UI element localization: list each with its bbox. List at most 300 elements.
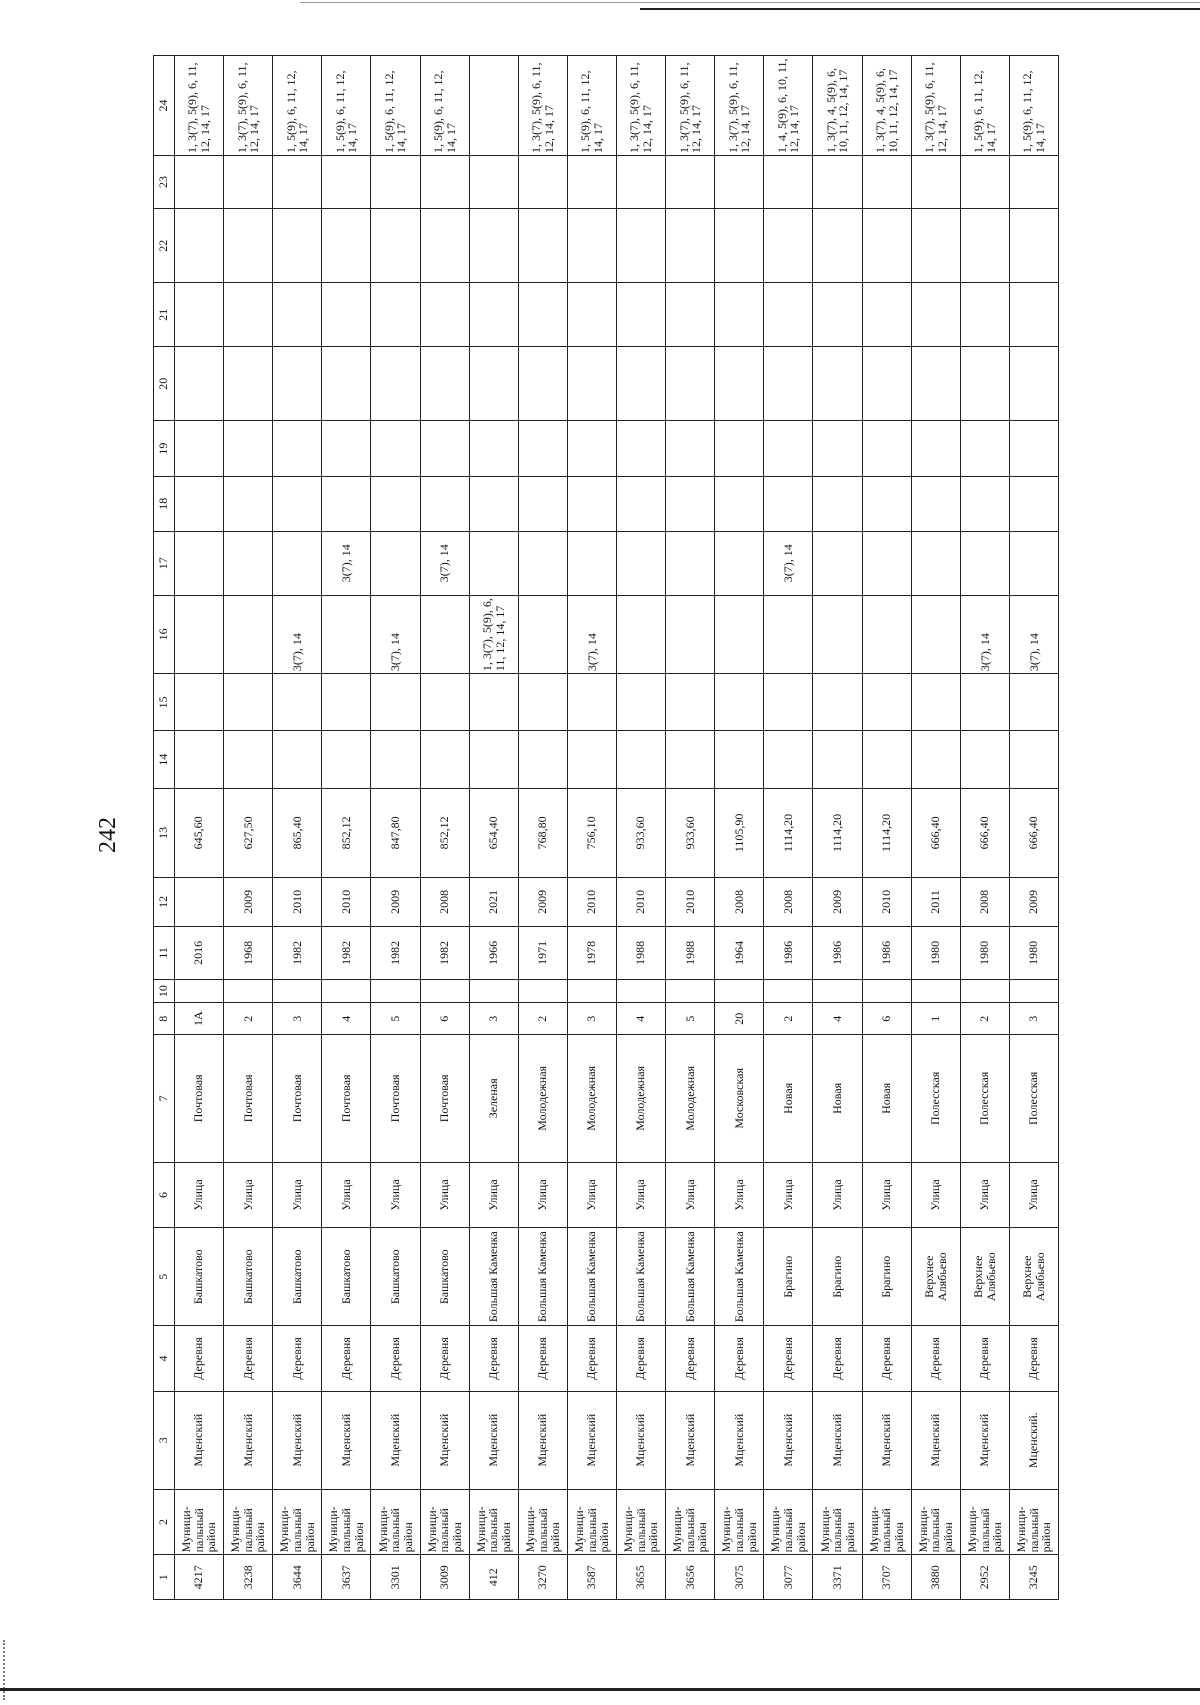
- table-cell: [715, 283, 764, 347]
- table-cell: Улица: [813, 1162, 862, 1228]
- table-cell: 1986: [862, 926, 911, 979]
- table-row: [616, 56, 665, 1600]
- table-cell: [567, 674, 616, 731]
- table-cell: Московская: [715, 1035, 764, 1162]
- table-cell: Деревня: [175, 1326, 224, 1392]
- table-cell: [175, 979, 224, 1002]
- table-cell: Муници-пальный район: [224, 1489, 273, 1555]
- table-cell: [175, 421, 224, 476]
- table-cell: 3(7), 14: [420, 531, 469, 595]
- table-cell: [862, 347, 911, 421]
- column-header: 8: [154, 1003, 175, 1035]
- table-cell: Большая Каменка: [715, 1228, 764, 1326]
- table-cell: 1, 3(7), 5(9), 6, 11, 12, 14, 17: [911, 56, 960, 156]
- table-cell: [764, 476, 813, 531]
- table-cell: [764, 674, 813, 731]
- table-cell: [371, 347, 420, 421]
- table-cell: [715, 421, 764, 476]
- table-cell: Муници-пальный район: [911, 1489, 960, 1555]
- table-cell: [224, 209, 273, 283]
- table-cell: [567, 476, 616, 531]
- table-row: [1009, 56, 1058, 1600]
- table-cell: [764, 421, 813, 476]
- table-cell: [224, 731, 273, 788]
- table-cell: [616, 283, 665, 347]
- table-cell: [567, 209, 616, 283]
- table-cell: [224, 283, 273, 347]
- table-cell: [911, 979, 960, 1002]
- table-cell: [715, 674, 764, 731]
- table-cell: 1, 3(7), 4, 5(9), 6, 10, 11, 12, 14, 17: [862, 56, 911, 156]
- table-cell: 645,60: [175, 788, 224, 877]
- table-cell: Муници-пальный район: [764, 1489, 813, 1555]
- table-cell: [1009, 476, 1058, 531]
- table-cell: Молодежная: [616, 1035, 665, 1162]
- table-cell: 5: [371, 1003, 420, 1035]
- table-cell: [616, 674, 665, 731]
- table-cell: [1009, 421, 1058, 476]
- table-cell: Большая Каменка: [567, 1228, 616, 1326]
- table-cell: Брагино: [764, 1228, 813, 1326]
- table-cell: [960, 283, 1009, 347]
- table-row: [420, 56, 469, 1600]
- table-cell: [273, 979, 322, 1002]
- table-row: [911, 56, 960, 1600]
- table-cell: Деревня: [322, 1326, 371, 1392]
- table-cell: 768,80: [518, 788, 567, 877]
- table-cell: [1009, 979, 1058, 1002]
- table-cell: Деревня: [420, 1326, 469, 1392]
- table-cell: [616, 209, 665, 283]
- table-cell: [862, 731, 911, 788]
- table-cell: [518, 531, 567, 595]
- table-cell: [862, 156, 911, 209]
- table-cell: 933,60: [616, 788, 665, 877]
- table-cell: [715, 209, 764, 283]
- table-cell: [175, 347, 224, 421]
- table-cell: [469, 156, 518, 209]
- table-cell: Брагино: [813, 1228, 862, 1326]
- table-cell: 2008: [764, 877, 813, 926]
- table-cell: [862, 476, 911, 531]
- table-cell: Мценский.: [1009, 1391, 1058, 1489]
- table-cell: 1114,20: [813, 788, 862, 877]
- table-cell: 3(7), 14: [322, 531, 371, 595]
- table-cell: Молодежная: [567, 1035, 616, 1162]
- table-cell: 2: [960, 1003, 1009, 1035]
- table-cell: [518, 421, 567, 476]
- table-cell: [322, 347, 371, 421]
- table-cell: [1009, 156, 1058, 209]
- table-cell: [862, 979, 911, 1002]
- table-cell: 3: [567, 1003, 616, 1035]
- table-cell: [911, 347, 960, 421]
- table-cell: Верхнее Алябьево: [911, 1228, 960, 1326]
- table-cell: 1114,20: [764, 788, 813, 877]
- table-cell: 2010: [273, 877, 322, 926]
- table-cell: [420, 476, 469, 531]
- table-row: [273, 56, 322, 1600]
- table-cell: [273, 209, 322, 283]
- table-cell: [715, 476, 764, 531]
- table-cell: 3(7), 14: [960, 595, 1009, 674]
- table-cell: [469, 531, 518, 595]
- table-row: [960, 56, 1009, 1600]
- table-cell: Большая Каменка: [616, 1228, 665, 1326]
- table-cell: 1982: [273, 926, 322, 979]
- table-cell: Брагино: [862, 1228, 911, 1326]
- table-cell: [715, 595, 764, 674]
- table-cell: [224, 347, 273, 421]
- table-cell: [420, 209, 469, 283]
- table-cell: 3707: [862, 1555, 911, 1600]
- table-cell: 2008: [715, 877, 764, 926]
- table-cell: 3: [469, 1003, 518, 1035]
- table-cell: 3: [1009, 1003, 1058, 1035]
- table-cell: Муници-пальный район: [813, 1489, 862, 1555]
- table-cell: Почтовая: [371, 1035, 420, 1162]
- table-cell: [273, 731, 322, 788]
- table-cell: 1982: [420, 926, 469, 979]
- table-cell: 933,60: [666, 788, 715, 877]
- table-cell: Башкатово: [273, 1228, 322, 1326]
- table-cell: [764, 979, 813, 1002]
- table-cell: [273, 347, 322, 421]
- table-cell: 852,12: [322, 788, 371, 877]
- table-cell: [911, 674, 960, 731]
- table-cell: Мценский: [175, 1391, 224, 1489]
- table-cell: Улица: [175, 1162, 224, 1228]
- table-cell: 2: [224, 1003, 273, 1035]
- table-cell: Молодежная: [518, 1035, 567, 1162]
- table-cell: [715, 347, 764, 421]
- table-cell: 3644: [273, 1555, 322, 1600]
- table-cell: Улица: [469, 1162, 518, 1228]
- table-cell: 2010: [666, 877, 715, 926]
- table-cell: 1971: [518, 926, 567, 979]
- table-cell: [175, 209, 224, 283]
- table-cell: [420, 283, 469, 347]
- column-header: 12: [154, 877, 175, 926]
- table-cell: [224, 674, 273, 731]
- table-cell: 2016: [175, 926, 224, 979]
- table-cell: [322, 421, 371, 476]
- table-cell: [1009, 209, 1058, 283]
- table-cell: 3238: [224, 1555, 273, 1600]
- table-cell: [666, 156, 715, 209]
- table-cell: 1, 5(9), 6, 11, 12, 14, 17: [371, 56, 420, 156]
- table-cell: [518, 595, 567, 674]
- table-cell: [175, 531, 224, 595]
- table-cell: [469, 421, 518, 476]
- table-cell: [371, 209, 420, 283]
- table-cell: 3009: [420, 1555, 469, 1600]
- table-cell: 3880: [911, 1555, 960, 1600]
- table-cell: [175, 877, 224, 926]
- table-cell: 1114,20: [862, 788, 911, 877]
- table-cell: [715, 156, 764, 209]
- table-cell: 1980: [1009, 926, 1058, 979]
- table-cell: 1968: [224, 926, 273, 979]
- table-cell: Деревня: [224, 1326, 273, 1392]
- table-cell: [960, 156, 1009, 209]
- table-cell: 2010: [616, 877, 665, 926]
- table-cell: Мценский: [666, 1391, 715, 1489]
- table-cell: [764, 595, 813, 674]
- table-cell: [322, 595, 371, 674]
- table-cell: Улица: [371, 1162, 420, 1228]
- table-cell: [813, 421, 862, 476]
- table-cell: [469, 56, 518, 156]
- table-cell: [371, 156, 420, 209]
- table-cell: 2009: [371, 877, 420, 926]
- table-cell: 4: [813, 1003, 862, 1035]
- table-cell: 4: [616, 1003, 665, 1035]
- table-cell: [666, 209, 715, 283]
- table-cell: Почтовая: [420, 1035, 469, 1162]
- table-cell: [322, 283, 371, 347]
- table-cell: Деревня: [764, 1326, 813, 1392]
- table-cell: [273, 674, 322, 731]
- table-cell: [567, 421, 616, 476]
- table-cell: 4: [322, 1003, 371, 1035]
- table-cell: 2009: [1009, 877, 1058, 926]
- table-cell: Мценский: [911, 1391, 960, 1489]
- table-cell: [862, 209, 911, 283]
- table-cell: 1988: [666, 926, 715, 979]
- table-cell: 3(7), 14: [371, 595, 420, 674]
- table-cell: 3(7), 14: [1009, 595, 1058, 674]
- table-cell: [273, 283, 322, 347]
- table-cell: Улица: [764, 1162, 813, 1228]
- table-cell: [322, 156, 371, 209]
- table-cell: 3371: [813, 1555, 862, 1600]
- table-cell: 1, 3(7), 5(9), 6, 11, 12, 14, 17: [175, 56, 224, 156]
- table-cell: 666,40: [911, 788, 960, 877]
- table-cell: Новая: [813, 1035, 862, 1162]
- column-header: 2: [154, 1489, 175, 1555]
- table-cell: Мценский: [420, 1391, 469, 1489]
- table-cell: 1964: [715, 926, 764, 979]
- table-cell: 1, 5(9), 6, 11, 12, 14, 17: [273, 56, 322, 156]
- table-cell: 6: [420, 1003, 469, 1035]
- table-cell: [666, 979, 715, 1002]
- table-cell: [813, 476, 862, 531]
- table-cell: [567, 283, 616, 347]
- table-cell: Почтовая: [322, 1035, 371, 1162]
- table-cell: [911, 156, 960, 209]
- table-cell: Деревня: [371, 1326, 420, 1392]
- table-cell: [960, 421, 1009, 476]
- table-cell: 666,40: [1009, 788, 1058, 877]
- table-cell: Муници-пальный район: [715, 1489, 764, 1555]
- table-cell: [1009, 674, 1058, 731]
- column-header: 7: [154, 1035, 175, 1162]
- table-cell: Деревня: [911, 1326, 960, 1392]
- table-cell: [715, 531, 764, 595]
- table-cell: [322, 476, 371, 531]
- table-cell: [420, 595, 469, 674]
- table-cell: [420, 156, 469, 209]
- table-cell: [960, 347, 1009, 421]
- table-cell: Улица: [666, 1162, 715, 1228]
- table-cell: [666, 531, 715, 595]
- column-header: 14: [154, 731, 175, 788]
- table-cell: [420, 731, 469, 788]
- table-cell: Мценский: [518, 1391, 567, 1489]
- table-cell: [469, 674, 518, 731]
- table-cell: [518, 209, 567, 283]
- table-cell: [960, 979, 1009, 1002]
- table-cell: Улица: [273, 1162, 322, 1228]
- table-cell: 3077: [764, 1555, 813, 1600]
- housing-registry-table: [153, 55, 1059, 1600]
- table-cell: [813, 347, 862, 421]
- table-cell: Башкатово: [224, 1228, 273, 1326]
- table-cell: Верхнее Алябьево: [960, 1228, 1009, 1326]
- table-cell: 1, 3(7), 5(9), 6, 11, 12, 14, 17: [666, 56, 715, 156]
- table-cell: 1980: [960, 926, 1009, 979]
- column-header: 17: [154, 531, 175, 595]
- table-cell: [960, 531, 1009, 595]
- table-cell: [813, 531, 862, 595]
- table-cell: Улица: [715, 1162, 764, 1228]
- table-cell: 1, 3(7), 5(9), 6, 11, 12, 14, 17: [518, 56, 567, 156]
- table-cell: Полесская: [960, 1035, 1009, 1162]
- table-cell: [1009, 347, 1058, 421]
- table-cell: 1, 5(9), 6, 11, 12, 14, 17: [567, 56, 616, 156]
- table-cell: [616, 347, 665, 421]
- table-cell: 2952: [960, 1555, 1009, 1600]
- table-cell: 2010: [322, 877, 371, 926]
- table-cell: 1, 3(7), 5(9), 6, 11, 12, 14, 17: [224, 56, 273, 156]
- table-cell: Улица: [322, 1162, 371, 1228]
- table-cell: [911, 731, 960, 788]
- table-cell: [322, 731, 371, 788]
- table-cell: [469, 476, 518, 531]
- table-cell: Муници-пальный район: [469, 1489, 518, 1555]
- table-cell: Мценский: [862, 1391, 911, 1489]
- table-cell: Зеленая: [469, 1035, 518, 1162]
- table-cell: Муници-пальный район: [371, 1489, 420, 1555]
- table-cell: Деревня: [616, 1326, 665, 1392]
- table-cell: Большая Каменка: [518, 1228, 567, 1326]
- table-cell: Деревня: [715, 1326, 764, 1392]
- column-header: 11: [154, 926, 175, 979]
- table-row: [175, 56, 224, 1600]
- table-cell: 2008: [420, 877, 469, 926]
- table-cell: [911, 531, 960, 595]
- table-cell: 2021: [469, 877, 518, 926]
- table-cell: Башкатово: [371, 1228, 420, 1326]
- table-cell: Муници-пальный район: [273, 1489, 322, 1555]
- table-cell: Молодежная: [666, 1035, 715, 1162]
- table-cell: 3270: [518, 1555, 567, 1600]
- column-header: 22: [154, 209, 175, 283]
- table-cell: [273, 531, 322, 595]
- table-cell: 2: [518, 1003, 567, 1035]
- table-cell: Деревня: [960, 1326, 1009, 1392]
- table-cell: [469, 209, 518, 283]
- table-cell: [862, 674, 911, 731]
- table-cell: [813, 283, 862, 347]
- table-cell: 3245: [1009, 1555, 1058, 1600]
- column-header: 1: [154, 1555, 175, 1600]
- top-rule-thick: [640, 8, 1200, 10]
- table-cell: [813, 209, 862, 283]
- table-cell: [518, 347, 567, 421]
- table-cell: Полесская: [1009, 1035, 1058, 1162]
- table-cell: 3656: [666, 1555, 715, 1600]
- table-cell: [567, 156, 616, 209]
- table-cell: 1988: [616, 926, 665, 979]
- table-cell: 2010: [862, 877, 911, 926]
- table-cell: [715, 731, 764, 788]
- table-cell: [175, 476, 224, 531]
- table-cell: [175, 731, 224, 788]
- table-cell: Верхнее Алябьево: [1009, 1228, 1058, 1326]
- table-cell: [911, 209, 960, 283]
- table-cell: Большая Каменка: [469, 1228, 518, 1326]
- column-header: 18: [154, 476, 175, 531]
- table-cell: 627,50: [224, 788, 273, 877]
- bottom-rule: [0, 1688, 1200, 1691]
- table-cell: 1, 4, 5(9), 6, 10, 11, 12, 14, 17: [764, 56, 813, 156]
- table-cell: [764, 209, 813, 283]
- table-cell: Почтовая: [175, 1035, 224, 1162]
- table-cell: [960, 731, 1009, 788]
- table-cell: [960, 674, 1009, 731]
- table-cell: Полесская: [911, 1035, 960, 1162]
- table-cell: 3(7), 14: [764, 531, 813, 595]
- column-header: 20: [154, 347, 175, 421]
- table-cell: Деревня: [567, 1326, 616, 1392]
- table-cell: 4217: [175, 1555, 224, 1600]
- table-cell: [518, 674, 567, 731]
- table-cell: [764, 283, 813, 347]
- table-cell: [518, 979, 567, 1002]
- table-cell: 2008: [960, 877, 1009, 926]
- table-cell: [666, 283, 715, 347]
- table-cell: 1, 3(7), 5(9), 6, 11, 12, 14, 17: [469, 595, 518, 674]
- table-cell: [420, 347, 469, 421]
- column-header: 10: [154, 979, 175, 1002]
- table-cell: 1, 5(9), 6, 11, 12, 14, 17: [960, 56, 1009, 156]
- table-cell: 2011: [911, 877, 960, 926]
- table-cell: 847,80: [371, 788, 420, 877]
- table-cell: [616, 731, 665, 788]
- table-cell: Деревня: [862, 1326, 911, 1392]
- table-cell: 1А: [175, 1003, 224, 1035]
- table-cell: Муници-пальный район: [322, 1489, 371, 1555]
- table-cell: 2009: [518, 877, 567, 926]
- table-cell: [322, 209, 371, 283]
- table-cell: Улица: [518, 1162, 567, 1228]
- table-cell: [911, 421, 960, 476]
- table-cell: Деревня: [1009, 1326, 1058, 1392]
- table-cell: Улица: [1009, 1162, 1058, 1228]
- table-cell: 3075: [715, 1555, 764, 1600]
- table-cell: [666, 674, 715, 731]
- table-cell: 3655: [616, 1555, 665, 1600]
- table-cell: Улица: [567, 1162, 616, 1228]
- table-row: [813, 56, 862, 1600]
- table-cell: Башкатово: [420, 1228, 469, 1326]
- table-cell: [469, 979, 518, 1002]
- table-cell: Почтовая: [224, 1035, 273, 1162]
- table-cell: [862, 283, 911, 347]
- table-cell: [813, 156, 862, 209]
